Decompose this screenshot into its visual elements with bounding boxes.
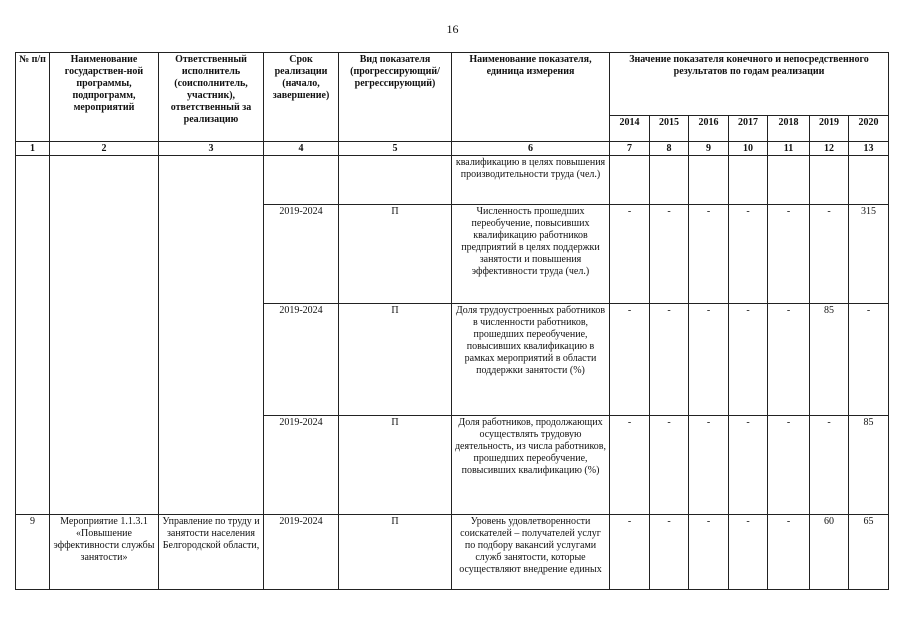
cell-program: Мероприятие 1.1.3.1 «Повышение эффективности службы занятости» <box>50 515 159 590</box>
cell-value: - <box>729 416 768 515</box>
column-number: 2 <box>50 142 159 156</box>
cell-value <box>768 156 810 205</box>
table-row <box>16 156 889 205</box>
cell-value: - <box>810 205 849 304</box>
header-year: 2014 <box>610 116 650 142</box>
column-number: 8 <box>650 142 689 156</box>
column-number: 1 <box>16 142 50 156</box>
cell-value: - <box>768 205 810 304</box>
header-program: Наименование государствен-ной программы, подпрограмм, мероприятий <box>50 53 159 142</box>
cell-value: - <box>610 416 650 515</box>
cell-indicator: Уровень удовлетворенности соискателей – получателей услуг по подбору вакансий услугами служб занятости, которые осуществляют внедрение единых <box>452 515 610 590</box>
cell-value <box>689 156 729 205</box>
cell-term: 2019-2024 <box>264 416 339 515</box>
cell-value: - <box>689 205 729 304</box>
cell-type: П <box>339 515 452 590</box>
cell-num <box>16 156 50 515</box>
header-year: 2018 <box>768 116 810 142</box>
column-number: 6 <box>452 142 610 156</box>
cell-term: 2019-2024 <box>264 205 339 304</box>
header-year: 2015 <box>650 116 689 142</box>
table-row <box>16 515 889 590</box>
cell-type <box>339 156 452 205</box>
header-term: Срок реализации (начало, завершение) <box>264 53 339 142</box>
cell-value: - <box>689 515 729 590</box>
cell-value: - <box>610 205 650 304</box>
header-values: Значение показателя конечного и непосредственного результатов по годам реализации <box>610 53 889 116</box>
column-number: 7 <box>610 142 650 156</box>
cell-term <box>264 156 339 205</box>
cell-value: - <box>729 205 768 304</box>
header-year: 2017 <box>729 116 768 142</box>
cell-value <box>610 156 650 205</box>
cell-value: - <box>849 304 889 416</box>
cell-value <box>810 156 849 205</box>
cell-value: - <box>768 515 810 590</box>
cell-value: - <box>768 416 810 515</box>
page-number: 16 <box>446 22 459 36</box>
column-number: 12 <box>810 142 849 156</box>
column-number: 10 <box>729 142 768 156</box>
cell-value: - <box>810 416 849 515</box>
indicator-table <box>15 52 889 590</box>
cell-value <box>650 156 689 205</box>
column-number: 5 <box>339 142 452 156</box>
column-number: 3 <box>159 142 264 156</box>
cell-indicator: Численность прошедших переобучение, повысивших квалификацию работников предприятий в целях поддержки занятости и повышения эффективности труда (чел.) <box>452 205 610 304</box>
cell-type: П <box>339 416 452 515</box>
header-num: № п/п <box>16 53 50 142</box>
cell-value: - <box>610 515 650 590</box>
column-number: 13 <box>849 142 889 156</box>
cell-type: П <box>339 205 452 304</box>
cell-value: - <box>689 304 729 416</box>
cell-value: - <box>650 205 689 304</box>
cell-value: - <box>610 304 650 416</box>
cell-value: 85 <box>849 416 889 515</box>
header-year: 2019 <box>810 116 849 142</box>
cell-value <box>849 156 889 205</box>
cell-value: 85 <box>810 304 849 416</box>
header-year: 2020 <box>849 116 889 142</box>
cell-term: 2019-2024 <box>264 304 339 416</box>
header-executor: Ответственный исполнитель (соисполнитель, участник), ответственный за реализацию <box>159 53 264 142</box>
cell-value: - <box>650 515 689 590</box>
cell-value: - <box>729 304 768 416</box>
cell-term: 2019-2024 <box>264 515 339 590</box>
header-year: 2016 <box>689 116 729 142</box>
column-number: 9 <box>689 142 729 156</box>
cell-value: - <box>650 304 689 416</box>
cell-value: 60 <box>810 515 849 590</box>
cell-executor: Управление по труду и занятости населения Белгородской области, <box>159 515 264 590</box>
cell-indicator: Доля работников, продолжающих осуществлять трудовую деятельность, из числа работников, прошедших переобучение, повысивших квалификацию (%) <box>452 416 610 515</box>
cell-num: 9 <box>16 515 50 590</box>
cell-indicator: квалификацию в целях повышения производительности труда (чел.) <box>452 156 610 205</box>
header-type: Вид показателя (прогрессирующий/ регрессирующий) <box>339 53 452 142</box>
cell-value: - <box>650 416 689 515</box>
cell-type: П <box>339 304 452 416</box>
cell-value: - <box>768 304 810 416</box>
column-number: 4 <box>264 142 339 156</box>
cell-value: 65 <box>849 515 889 590</box>
cell-value: 315 <box>849 205 889 304</box>
header-indicator: Наименование показателя, единица измерения <box>452 53 610 142</box>
cell-program <box>50 156 159 515</box>
column-number: 11 <box>768 142 810 156</box>
cell-executor <box>159 156 264 515</box>
cell-value: - <box>689 416 729 515</box>
cell-value: - <box>729 515 768 590</box>
cell-value <box>729 156 768 205</box>
cell-indicator: Доля трудоустроенных работников в численности работников, прошедших переобучение, повысивших квалификацию в рамках мероприятий в области поддержки занятости (%) <box>452 304 610 416</box>
